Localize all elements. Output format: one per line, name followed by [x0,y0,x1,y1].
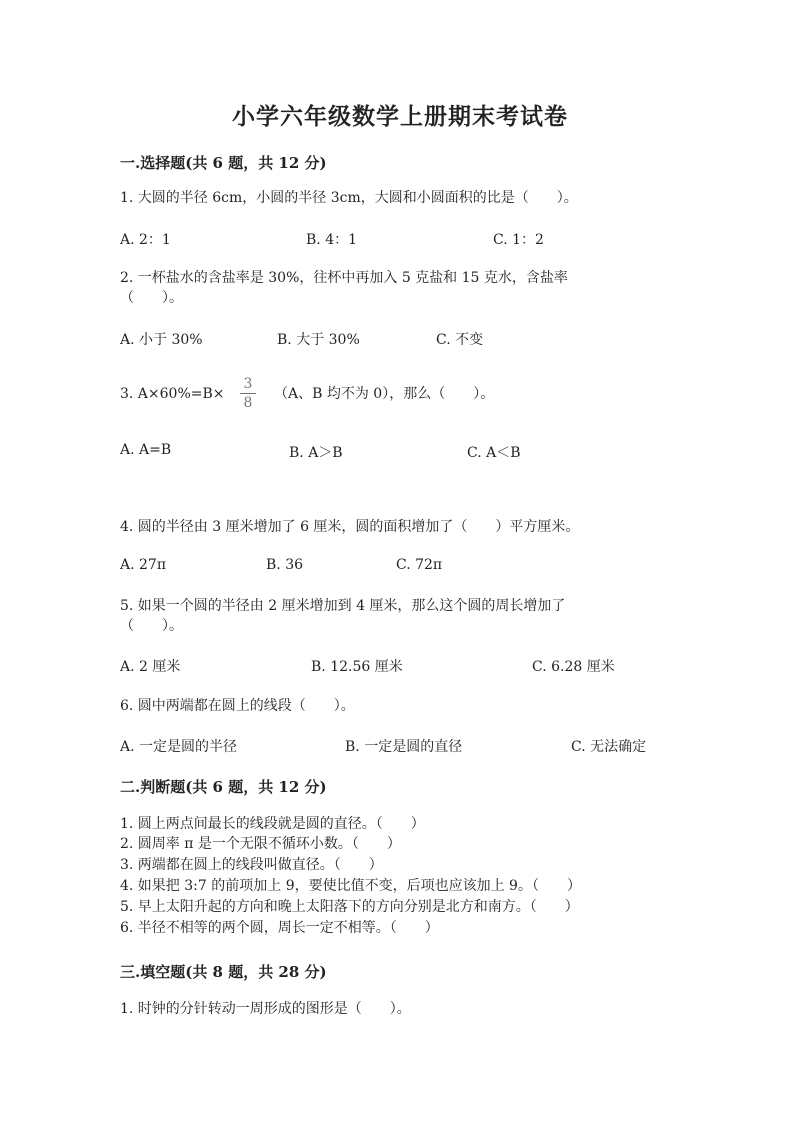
question-3-option-a: A. A=B [120,442,172,458]
fraction-denominator: 8 [243,395,253,411]
question-6-option-c: C. 无法确定 [571,739,647,755]
question-6: 6. 圆中两端都在圆上的线段（ ）。 [120,698,355,714]
question-1-option-b: B. 4：1 [306,232,358,248]
section-heading-choice: 一.选择题(共 6 题，共 12 分) [120,154,327,172]
question-5-option-a: A. 2 厘米 [120,659,181,675]
question-5-option-c: C. 6.28 厘米 [532,659,615,675]
question-3-text-after: （A、B 均不为 0），那么（ ）。 [274,386,495,402]
question-3-text-before: 3. A×60%=B× [120,386,225,402]
judgement-item-1: 1. 圆上两点间最长的线段就是圆的直径。（ ） [120,816,425,832]
fraction-bar [240,393,256,394]
question-4-option-a: A. 27π [120,557,167,573]
question-4-option-c: C. 72π [396,557,443,573]
judgement-item-4: 4. 如果把 3:7 的前项加上 9，要使比值不变，后项也应该加上 9。（ ） [120,878,581,894]
question-2-line-2: （ ）。 [120,290,183,306]
question-5-line-2: （ ）。 [120,618,183,634]
judgement-item-2: 2. 圆周率 π 是一个无限不循环小数。（ ） [120,836,401,852]
section-heading-judgement: 二.判断题(共 6 题，共 12 分) [120,778,327,796]
question-2-option-a: A. 小于 30% [120,332,203,348]
question-5-line-1: 5. 如果一个圆的半径由 2 厘米增加到 4 厘米，那么这个圆的周长增加了 [120,598,566,614]
question-3-option-b: B. A＞B [289,445,343,461]
judgement-item-3: 3. 两端都在圆上的线段叫做直径。（ ） [120,857,383,873]
section-heading-fill-in: 三.填空题(共 8 题，共 28 分) [120,963,327,981]
fraction-numerator: 3 [243,376,253,392]
question-4-option-b: B. 36 [266,557,304,573]
question-6-option-b: B. 一定是圆的直径 [345,739,463,755]
question-2-line-1: 2. 一杯盐水的含盐率是 30%，往杯中再加入 5 克盐和 15 克水，含盐率 [120,270,568,286]
question-2-option-c: C. 不变 [436,332,484,348]
question-1-option-c: C. 1：2 [493,232,544,248]
question-1-option-a: A. 2：1 [120,232,171,248]
page-title: 小学六年级数学上册期末考试卷 [232,103,568,130]
question-1: 1. 大圆的半径 6cm，小圆的半径 3cm，大圆和小圆面积的比是（ ）。 [120,190,578,206]
judgement-item-5: 5. 早上太阳升起的方向和晚上太阳落下的方向分别是北方和南方。（ ） [120,899,579,915]
question-6-option-a: A. 一定是圆的半径 [120,739,238,755]
question-5-option-b: B. 12.56 厘米 [311,659,403,675]
question-4: 4. 圆的半径由 3 厘米增加了 6 厘米，圆的面积增加了（ ）平方厘米。 [120,519,580,535]
fill-in-item-1: 1. 时钟的分针转动一周形成的图形是（ ）。 [120,1001,411,1017]
question-3-option-c: C. A＜B [467,445,521,461]
judgement-item-6: 6. 半径不相等的两个圆，周长一定不相等。（ ） [120,920,439,936]
question-2-option-b: B. 大于 30% [277,332,360,348]
question-3-fraction [240,376,256,411]
